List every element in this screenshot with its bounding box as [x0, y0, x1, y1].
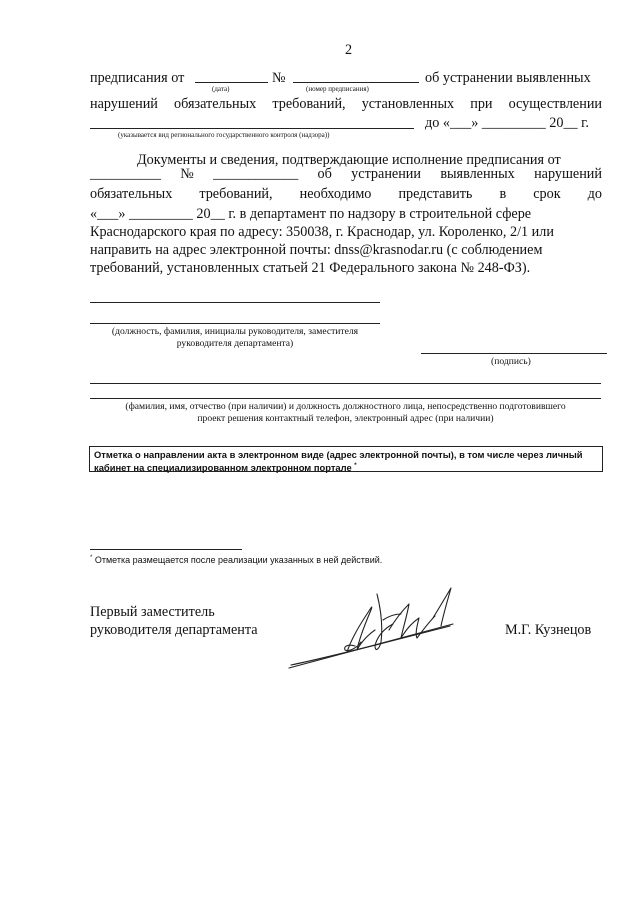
paragraph-line-4: «___» _________ 20__ г. в департамент по надзору в строительной сфере	[90, 206, 532, 222]
paragraph-line-7: требований, установленных статьей 21 Федерального закона № 248-ФЗ).	[90, 260, 531, 276]
paragraph-word: в	[499, 186, 507, 202]
violation-line	[90, 96, 602, 113]
control-type-field	[90, 128, 414, 129]
paragraph-word: ____________	[213, 166, 299, 182]
footnote-separator	[90, 549, 242, 550]
paragraph-word: до	[587, 186, 602, 202]
paragraph-line-2	[90, 166, 602, 183]
order-date-field	[195, 82, 268, 83]
signer-title-2: руководителя департамента	[90, 622, 258, 638]
paragraph-line-1: Документы и сведения, подтверждающие исполнение предписания от	[137, 152, 561, 168]
caption-date: (дата)	[212, 85, 230, 93]
paragraph-line-6: направить на адрес электронной почты: dnss@krasnodar.ru (с соблюдением	[90, 242, 543, 258]
caption-signature: (подпись)	[491, 356, 531, 367]
caption-official-1: (фамилия, имя, отчество (при наличии) и должность должностного лица, непосредственно подготовившего	[125, 401, 566, 412]
paragraph-word: нарушений	[534, 166, 602, 182]
violation-word: требований,	[272, 96, 346, 112]
handwritten-signature	[285, 580, 465, 675]
order-prefix: предписания от	[90, 70, 185, 86]
violation-word: при	[470, 96, 493, 112]
signature-field	[421, 353, 607, 354]
paragraph-line-5: Краснодарского края по адресу: 350038, г. Краснодар, ул. Короленко, 2/1 или	[90, 224, 554, 240]
caption-official-2: проект решения контактный телефон, электронный адрес (при наличии)	[197, 413, 494, 424]
order-number-sign: №	[272, 70, 286, 86]
caption-position-2: руководителя департамента)	[176, 338, 294, 349]
paragraph-word: №	[180, 166, 194, 182]
note-mark: *	[354, 462, 357, 469]
caption-position-1: (должность, фамилия, инициалы руководителя, заместителя	[111, 326, 359, 337]
note-line-2	[94, 461, 602, 474]
page-number: 2	[345, 42, 353, 58]
note-line-1: Отметка о направлении акта в электронном виде (адрес электронной почты), в том числе через личный	[94, 449, 583, 460]
footnote-mark: *	[90, 555, 93, 561]
paragraph-word: срок	[533, 186, 561, 202]
signer-title-1: Первый заместитель	[90, 604, 215, 620]
control-deadline: до «___» _________ 20__ г.	[425, 115, 589, 131]
footnote	[90, 555, 382, 565]
paragraph-word: __________	[90, 166, 161, 182]
violation-word: установленных	[361, 96, 455, 112]
paragraph-word: об	[317, 166, 332, 182]
order-number-field	[293, 82, 419, 83]
violation-word: нарушений	[90, 96, 158, 112]
paragraph-word: обязательных	[90, 186, 173, 202]
paragraph-word: представить	[398, 186, 473, 202]
paragraph-line-3	[90, 186, 602, 203]
paragraph-word: выявленных	[440, 166, 515, 182]
paragraph-word: необходимо	[299, 186, 372, 202]
position-field-line-1	[90, 302, 380, 303]
electronic-delivery-note	[89, 446, 603, 472]
caption-order-number: (номер предписания)	[306, 85, 369, 93]
official-field-line-2	[90, 398, 601, 399]
violation-word: осуществлении	[508, 96, 602, 112]
order-suffix: об устранении выявленных	[425, 70, 591, 86]
paragraph-word: требований,	[199, 186, 273, 202]
position-field-line-2	[90, 323, 380, 324]
note-line-2-text: кабинет на специализированном электронном портале	[94, 461, 352, 473]
paragraph-word: устранении	[351, 166, 421, 182]
violation-word: обязательных	[173, 96, 257, 112]
signer-name: М.Г. Кузнецов	[505, 622, 592, 638]
official-field-line-1	[90, 383, 601, 384]
footnote-text: Отметка размещается после реализации указанных в ней действий.	[94, 555, 383, 565]
caption-control-type: (указывается вид регионального государственного контроля (надзора))	[118, 131, 330, 139]
